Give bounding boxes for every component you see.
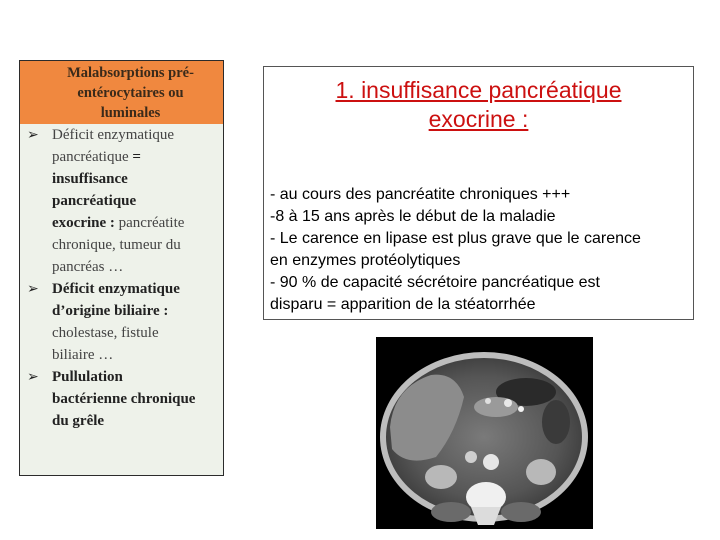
calcification [504, 399, 512, 407]
bullet-text: du grêle [52, 413, 105, 429]
bullet-line [52, 300, 223, 322]
bullet-list [20, 124, 223, 432]
header-line: luminales [100, 105, 161, 121]
body-line: -8 à 15 ans après le début de la maladie [270, 208, 556, 225]
vena-cava [465, 451, 477, 463]
bullet-text: bactérienne chronique [52, 391, 196, 407]
ct-scan-image [376, 337, 593, 529]
body-line: - au cours des pancréatite chroniques +++ [270, 186, 571, 203]
title-line: exocrine : [428, 106, 529, 132]
text-box [263, 66, 694, 320]
header-line: entérocytaires ou [77, 85, 184, 101]
ct-scan-drawing [376, 337, 593, 529]
calcification [518, 406, 524, 412]
bullet-text: = [132, 149, 141, 165]
bullet-text: Déficit enzymatique [52, 281, 180, 297]
header-line: Malabsorptions pré- [67, 65, 194, 81]
kidney-left [526, 459, 556, 485]
bullet-line [52, 322, 223, 344]
bullet-line [52, 366, 223, 388]
calcification [485, 398, 491, 404]
bullet-text: biliaire … [52, 347, 114, 363]
slide-title [264, 76, 693, 134]
bullet-text: exocrine : [52, 215, 119, 231]
bullet-text: pancréatite [118, 215, 185, 231]
body-line: - 90 % de capacité sécrétoire pancréatique est [270, 274, 600, 291]
body-line: - Le carence en lipase est plus grave que le carence [270, 230, 641, 247]
muscle [431, 502, 471, 522]
bullet-text: Déficit enzymatique [52, 127, 175, 143]
bullet-text: pancréatique [52, 193, 137, 209]
bullet-text: cholestase, fistule [52, 325, 159, 341]
bullet-line [52, 168, 223, 190]
bullet-item [20, 278, 223, 366]
left-panel [19, 60, 224, 476]
aorta [483, 454, 499, 470]
body-text [270, 184, 687, 316]
arrow-bullet-icon: ➢ [27, 282, 39, 297]
bullet-line [52, 388, 223, 410]
bullet-line [52, 278, 223, 300]
bullet-text: insuffisance [52, 171, 128, 187]
bowel-loop [542, 400, 570, 444]
bullet-line [52, 146, 223, 168]
kidney-right [425, 465, 457, 489]
arrow-bullet-icon: ➢ [27, 370, 39, 385]
bullet-text: d’origine biliaire : [52, 303, 169, 319]
body-line: en enzymes protéolytiques [270, 252, 461, 269]
bullet-text: pancréas … [52, 259, 124, 275]
bullet-text: pancréatique [52, 149, 133, 165]
muscle [501, 502, 541, 522]
bullet-text: chronique, tumeur du [52, 237, 181, 253]
bullet-line [52, 256, 223, 278]
spinous-process [471, 507, 501, 525]
bullet-item [20, 366, 223, 432]
bullet-item [20, 124, 223, 278]
bullet-line [52, 212, 223, 234]
pancreas [474, 397, 518, 417]
title-line: 1. insuffisance pancréatique [335, 77, 622, 103]
body-line: disparu = apparition de la stéatorrhée [270, 296, 536, 313]
arrow-bullet-icon: ➢ [27, 128, 39, 143]
bullet-line [52, 410, 223, 432]
bullet-line [52, 190, 223, 212]
bullet-line [52, 124, 223, 146]
bullet-line [52, 234, 223, 256]
bullet-text: Pullulation [52, 369, 123, 385]
bullet-line [52, 344, 223, 366]
left-panel-header [20, 61, 223, 124]
